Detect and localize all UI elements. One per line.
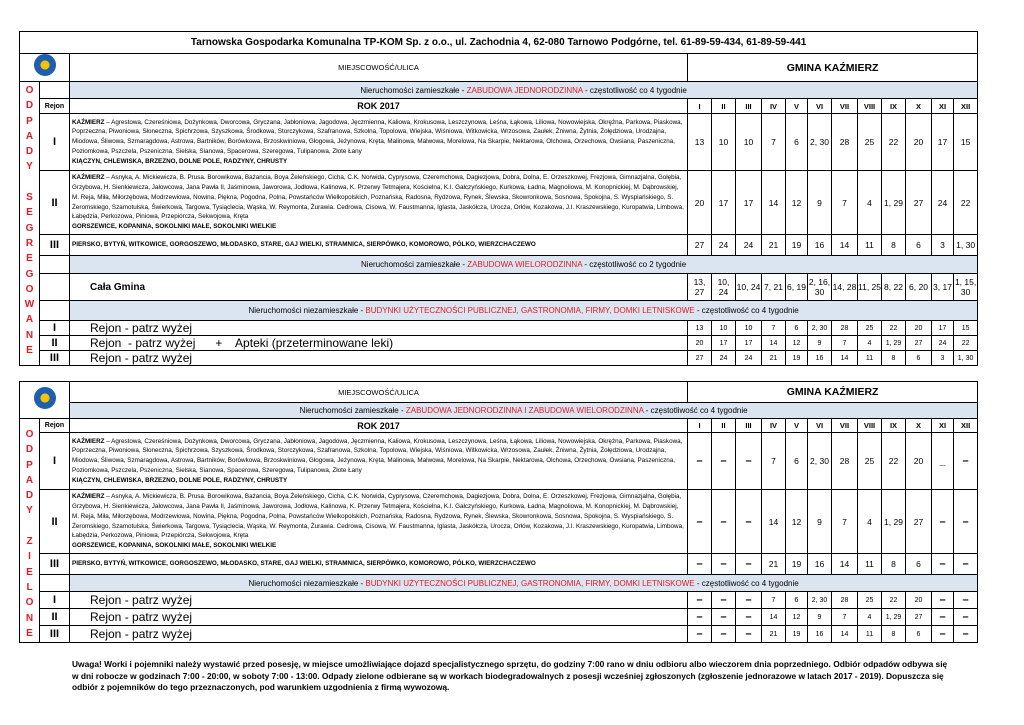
date-cell: 7: [762, 321, 786, 336]
date-cell: 7: [762, 433, 786, 490]
date-cell: 10, 24: [712, 274, 736, 301]
month-header: II: [712, 99, 736, 114]
date-cell: –: [736, 433, 762, 490]
rejon-label: Rejon - patrz wyżej: [70, 626, 688, 643]
rejon-number: I: [40, 592, 70, 609]
date-cell: 25: [858, 114, 882, 171]
date-cell: 9: [808, 490, 832, 554]
date-cell: 24: [736, 351, 762, 366]
date-cell: –: [932, 609, 954, 626]
date-cell: 6, 19: [786, 274, 808, 301]
rejon-number: III: [40, 554, 70, 575]
date-cell: 22: [954, 336, 978, 351]
month-header: II: [712, 419, 736, 433]
date-cell: –: [688, 592, 712, 609]
month-header: IX: [882, 419, 906, 433]
date-cell: 10: [736, 114, 762, 171]
location-header: MIEJSCOWOŚĆ/ULICA: [70, 382, 688, 403]
table-row: [20, 592, 978, 609]
date-cell: 19: [786, 351, 808, 366]
date-cell: 8: [882, 554, 906, 575]
footer-note: Uwaga! Worki i pojemniki należy wystawić przed posesję, w miejsce umożliwiające dojazd specjalistycznego sprzętu, do godziny 7:00 rano w dniu odbioru albo wieczorem dnia poprzedniego. Odbiór odpadów odbywa się w dni robocze w godzinach 7:00 - 20:00, w soboty 7:00 - 13:00. Odpady zielone odbierane są w workach biodegradowalnych z posesji wcześniej zgłoszonych (zgłoszenie jednorazowe w latach 2017 - 2019). Dopuszcza się odbiór z pojemników do tego przeznaczonych, pod warunkiem uzgodnienia z firmą wywozową.: [72, 659, 948, 692]
date-cell: 4: [858, 336, 882, 351]
table-row: [20, 114, 978, 171]
street-list: KAŹMIERZ – Asnyka, A. Mickiewicza, B. Prusa. Borowikowa, Bażancia, Boya Żeleńskiego, Cicha, C.K. Norwida, Cyprysowa, Czeremchowa, Dagiezjowa, Dobra, Dolna, E. Orzeszkowej, Frezjowa, Gimnazjalna, Gołębia, Grzybowa, H. Sienkiewicza, Jałowcowa, Jana Pawła II, Jaśminowa, Jaworowa, Jodłowa, Kalinowa, K. Przerwy Tetmajera, Kościelna, K.I. Gałczyńskiego, Kurkowa, Ładna, Magnoliowa, M. Konopnickiej, M. Dąbrowskiej, M. Reja, Miła, Miłorzębowa, Modrzewiowa, Nowina, Piękna, Pogodna, Polna, Powstańców Wielkopolskich, Poznańska, Radosna, Rydzowa, Rynek, Ślewska, Skowronkowa, Sosnowa, Spokojna, S. Wyspiańskiego, S. Żeromskiego, Szamotulska, Świerkowa, Targowa, Tysiąclecia, Wąska, W. Reymonta, Żurawia. Cedrowa, Cisowa, W. Faustmanna, Iglasta, Jaskółcza, Urocza, Orłów, Kozakowa, J.I. Kraszewskiego, Kuropatwia, Limbowa, Łabędzia, Perkozowa, Piniowa, Przepiórcza, Sekwojowa, Kręta GORSZEWICE, KOPANINA, SOKOLNIKI MAŁE, SOKOLNIKI WIELKIE: [70, 171, 688, 235]
cala-gmina-label: Cała Gmina: [70, 274, 688, 301]
date-cell: 19: [786, 554, 808, 575]
date-cell: 6: [786, 114, 808, 171]
date-cell: 4: [858, 609, 882, 626]
date-cell: 14: [832, 554, 858, 575]
date-cell: 15: [954, 114, 978, 171]
rejon-label: Rejon - patrz wyżej + Apteki (przeterminowane leki): [70, 336, 688, 351]
month-header: III: [736, 419, 762, 433]
side-label-odpady-segregowane: O D P A D Y S E G R E G O W A N E: [20, 82, 40, 366]
municipality-logo-icon: [34, 54, 56, 76]
date-cell: 24: [736, 235, 762, 256]
rejon-number: III: [40, 351, 70, 366]
table-row: [20, 626, 978, 643]
date-cell: 4: [858, 171, 882, 235]
date-cell: –: [688, 490, 712, 554]
month-header: III: [736, 99, 762, 114]
date-cell: 14: [762, 490, 786, 554]
date-cell: 11: [858, 351, 882, 366]
date-cell: 2, 30: [808, 114, 832, 171]
date-cell: 14: [762, 609, 786, 626]
date-cell: 28: [832, 433, 858, 490]
date-cell: –: [712, 626, 736, 643]
month-header: XII: [954, 99, 978, 114]
date-cell: 14: [762, 336, 786, 351]
date-cell: 28: [832, 114, 858, 171]
rejon-number: III: [40, 626, 70, 643]
month-header: VIII: [858, 99, 882, 114]
date-cell: 20: [906, 592, 932, 609]
date-cell: 2, 16, 30: [808, 274, 832, 301]
table-row: [20, 554, 978, 575]
date-cell: 6: [906, 351, 932, 366]
date-cell: –: [932, 554, 954, 575]
month-header: VI: [808, 419, 832, 433]
date-cell: –: [712, 490, 736, 554]
table-row: [20, 336, 978, 351]
date-cell: 11: [858, 626, 882, 643]
date-cell: 16: [808, 351, 832, 366]
date-cell: 15: [954, 321, 978, 336]
table-row: [20, 609, 978, 626]
date-cell: 16: [808, 235, 832, 256]
date-cell: 7: [762, 114, 786, 171]
municipality-logo-icon: [34, 387, 56, 409]
date-cell: 17: [712, 336, 736, 351]
table-row: [20, 171, 978, 235]
date-cell: 8: [882, 626, 906, 643]
date-cell: 7, 21: [762, 274, 786, 301]
band-niezamieszkale: Nieruchomości niezamieszkałe - BUDYNKI UŻYTECZNOŚCI PUBLICZNEJ, GASTRONOMIA, FIRMY, DOMKI LETNISKOWE - częstotliwość co 4 tygodnie: [70, 301, 978, 321]
date-cell: 2, 30: [808, 321, 832, 336]
date-cell: 19: [786, 235, 808, 256]
date-cell: 22: [882, 433, 906, 490]
logo-cell: [20, 382, 70, 419]
rejon-header: Rejon: [40, 419, 70, 433]
month-header: V: [786, 419, 808, 433]
date-cell: 21: [762, 554, 786, 575]
date-cell: 13: [688, 321, 712, 336]
band-zamieszkale: Nieruchomości zamieszkałe - ZABUDOWA JEDNORODZINNA I ZABUDOWA WIELORODZINNA - częstotliwość co 4 tygodnie: [70, 403, 978, 419]
date-cell: 22: [954, 171, 978, 235]
month-header: IV: [762, 99, 786, 114]
month-header: I: [688, 99, 712, 114]
date-cell: 14: [762, 171, 786, 235]
date-cell: 20: [906, 114, 932, 171]
gmina-title: GMINA KAŹMIERZ: [688, 382, 978, 403]
date-cell: 9: [808, 336, 832, 351]
table-row: [20, 321, 978, 336]
date-cell: 27: [906, 490, 932, 554]
date-cell: 8: [882, 351, 906, 366]
rejon-number: I: [40, 321, 70, 336]
date-cell: 17: [932, 114, 954, 171]
month-header: XI: [932, 99, 954, 114]
rejon-header: Rejon: [40, 99, 70, 114]
date-cell: 6: [906, 235, 932, 256]
location-header: MIEJSCOWOŚĆ/ULICA: [70, 54, 688, 82]
month-header: V: [786, 99, 808, 114]
date-cell: 6: [786, 433, 808, 490]
date-cell: –: [712, 433, 736, 490]
date-cell: 17: [736, 336, 762, 351]
date-cell: 28: [832, 321, 858, 336]
date-cell: 14, 28: [832, 274, 858, 301]
date-cell: –: [712, 609, 736, 626]
date-cell: 9: [808, 171, 832, 235]
date-cell: 3: [932, 235, 954, 256]
rejon-label: Rejon - patrz wyżej: [70, 321, 688, 336]
date-cell: 22: [882, 592, 906, 609]
date-cell: 27: [906, 609, 932, 626]
rejon-label: Rejon - patrz wyżej: [70, 351, 688, 366]
month-header: VI: [808, 99, 832, 114]
date-cell: –: [736, 490, 762, 554]
date-cell: –: [954, 626, 978, 643]
date-cell: 24: [932, 336, 954, 351]
date-cell: 9: [808, 609, 832, 626]
date-cell: 20: [688, 171, 712, 235]
date-cell: –: [736, 609, 762, 626]
date-cell: 1, 29: [882, 171, 906, 235]
month-header: X: [906, 419, 932, 433]
date-cell: 10: [712, 114, 736, 171]
date-cell: 22: [882, 114, 906, 171]
date-cell: 21: [762, 235, 786, 256]
date-cell: 27: [906, 171, 932, 235]
date-cell: 2, 30: [808, 592, 832, 609]
date-cell: 10: [736, 321, 762, 336]
date-cell: 12: [786, 609, 808, 626]
date-cell: 24: [712, 235, 736, 256]
rejon-number: III: [40, 235, 70, 256]
date-cell: 6: [786, 321, 808, 336]
date-cell: –: [954, 609, 978, 626]
date-cell: –: [736, 592, 762, 609]
date-cell: 12: [786, 336, 808, 351]
date-cell: 24: [932, 171, 954, 235]
rejon-number: II: [40, 609, 70, 626]
date-cell: –: [954, 490, 978, 554]
date-cell: 17: [712, 171, 736, 235]
month-header: VIII: [858, 419, 882, 433]
date-cell: 14: [832, 626, 858, 643]
date-cell: –: [932, 490, 954, 554]
date-cell: 11: [858, 554, 882, 575]
date-cell: 3: [932, 351, 954, 366]
band-wielorodzinna: Nieruchomości zamieszkałe - ZABUDOWA WIELORODZINNA - częstotliwość co 2 tygodnie: [70, 256, 978, 274]
table-row: [20, 490, 978, 554]
street-list: KAŹMIERZ – Agrestowa, Czereśniowa, Dożynkowa, Dworcowa, Gryczana, Jabłoniowa, Jagodowa, Jęczmienna, Kaliowa, Krokusowa, Leszczynowa, Leśna, Łąkowa, Liliowa, Nowowiejska, Okrężna, Parkowa, Piaskowa, Poprzeczna, Piwoniowa, Słoneczna, Spichrzowa, Szyszkowa, Środkowa, Storczykowa, Szafranowa, Szkolna, Topolowa, Wiejska, Wiśniowa, Witkowicka, Wrzosowa, Zaułek, Żniwna, Żytnia, Żołędziowa, Urodzajna, Miodowa, Śliwowa, Szmaragdowa, Astrowa, Bartników, Borówkowa, Brzoskwiniowa, Głogowa, Jeżynowa, Kręta, Malinowa, Malwowa, Morelowa, Na Skarpie, Nektarowa, Olchowa, Orzechowa, Owsiana, Paszeniczna, Poziomkowa, Pszczela, Pszeniczna, Sielska, Sianowa, Spacerowa, Szeregowa, Tulipanowa, Złote Łany KIĄCZYN, CHLEWISKA, BRZEZNO, DOLNE POLE, RADZYNY, CHRUSTY: [70, 433, 688, 490]
rejon-number: II: [40, 171, 70, 235]
date-cell: –: [932, 592, 954, 609]
date-cell: 20: [906, 321, 932, 336]
date-cell: 12: [786, 490, 808, 554]
date-cell: 1, 30: [954, 351, 978, 366]
date-cell: 6: [906, 626, 932, 643]
street-list: KAŹMIERZ – Agrestowa, Czereśniowa, Dożynkowa, Dworcowa, Gryczana, Jabłoniowa, Jagodowa, Jęczmienna, Kaliowa, Krokusowa, Leszczynowa, Leśna, Łąkowa, Liliowa, Nowowiejska, Okrężna, Parkowa, Piaskowa, Poprzeczna, Piwoniowa, Słoneczna, Spichrzowa, Szyszkowa, Środkowa, Storczykowa, Szafranowa, Szkolna, Topolowa, Wiejska, Wiśniowa, Witkowicka, Wrzosowa, Zaułek, Żniwna, Żytnia, Żołędziowa, Urodzajna, Miodowa, Śliwowa, Szmaragdowa, Astrowa, Bartników, Borówkowa, Brzoskwiniowa, Głogowa, Jeżynowa, Kręta, Malinowa, Malwowa, Morelowa, Na Skarpie, Nektarowa, Olchowa, Orzechowa, Owsiana, Paszeniczna, Poziomkowa, Pszczela, Pszeniczna, Sielska, Sianowa, Spacerowa, Szeregowa, Tulipanowa, Złote Łany KIĄCZYN, CHLEWISKA, BRZEZNO, DOLNE POLE, RADZYNY, CHRUSTY: [70, 114, 688, 171]
date-cell: 7: [832, 609, 858, 626]
date-cell: 20: [906, 433, 932, 490]
date-cell: 7: [762, 592, 786, 609]
schedule-table-mixed-waste: [19, 31, 978, 366]
date-cell: 17: [932, 321, 954, 336]
date-cell: 14: [832, 235, 858, 256]
street-list: PIERSKO, BYTYŃ, WITKOWICE, GORGOSZEWO, MŁODASKO, STARE, GAJ WIELKI, STRAMNICA, SIERPÓWKO, KOMOROWO, PÓLKO, WIERZCHACZEWO: [70, 235, 688, 256]
rejon-number: I: [40, 433, 70, 490]
date-cell: 21: [762, 351, 786, 366]
month-header: IX: [882, 99, 906, 114]
rejon-number: II: [40, 490, 70, 554]
street-list: KAŹMIERZ – Asnyka, A. Mickiewicza, B. Prusa. Borowikowa, Bażancia, Boya Żeleńskiego, Cicha, C.K. Norwida, Cyprysowa, Czeremchowa, Dagiezjowa, Dobra, Dolna, E. Orzeszkowej, Frezjowa, Gimnazjalna, Gołębia, Grzybowa, H. Sienkiewicza, Jałowcowa, Jana Pawła II, Jaśminowa, Jaworowa, Jodłowa, Kalinowa, K. Przerwy Tetmajera, Kościelna, K.I. Gałczyńskiego, Kurkowa, Ładna, Magnoliowa, M. Konopnickiej, M. Dąbrowskiej, M. Reja, Miła, Miłorzębowa, Modrzewiowa, Nowina, Piękna, Pogodna, Polna, Powstańców Wielkopolskich, Poznańska, Radosna, Rydzowa, Rynek, Ślewska, Skowronkowa, Sosnowa, Spokojna, S. Wyspiańskiego, S. Żeromskiego, Szamotulska, Świerkowa, Targowa, Tysiąclecia, Wąska, W. Reymonta, Żurawia. Cedrowa, Cisowa, W. Faustmanna, Iglasta, Jaskółcza, Urocza, Orłów, Kozakowa, J.I. Kraszewskiego, Kuropatwia, Limbowa, Łabędzia, Perkozowa, Piniowa, Przepiórcza, Sekwojowa, Kręta GORSZEWICE, KOPANINA, SOKOLNIKI MAŁE, SOKOLNIKI WIELKIE: [70, 490, 688, 554]
month-header: XII: [954, 419, 978, 433]
date-cell: 3, 17: [932, 274, 954, 301]
date-cell: 28: [832, 592, 858, 609]
month-header: X: [906, 99, 932, 114]
rejon-label: Rejon - patrz wyżej: [70, 592, 688, 609]
date-cell: –: [688, 626, 712, 643]
date-cell: –: [932, 626, 954, 643]
date-cell: 22: [882, 321, 906, 336]
date-cell: 1, 29: [882, 490, 906, 554]
table-row: [20, 235, 978, 256]
date-cell: –: [954, 433, 978, 490]
band-niezamieszkale: Nieruchomości niezamieszkałe - BUDYNKI UŻYTECZNOŚCI PUBLICZNEJ, GASTRONOMIA, FIRMY, DOMKI LETNISKOWE - częstotliwość co 4 tygodnie: [70, 575, 978, 592]
date-cell: 27: [688, 235, 712, 256]
company-header: Tarnowska Gospodarka Komunalna TP-KOM Sp. z o.o., ul. Zachodnia 4, 62-080 Tarnowo Podgórne, tel. 61-89-59-434, 61-89-59-441: [20, 32, 978, 54]
date-cell: –: [736, 626, 762, 643]
year-header: ROK 2017: [70, 419, 688, 433]
date-cell: 6, 20: [906, 274, 932, 301]
month-header: XI: [932, 419, 954, 433]
table-row: [20, 351, 978, 366]
date-cell: –: [712, 554, 736, 575]
date-cell: 27: [688, 351, 712, 366]
gmina-title: GMINA KAŹMIERZ: [688, 54, 978, 82]
date-cell: 27: [906, 336, 932, 351]
date-cell: 11, 25: [858, 274, 882, 301]
date-cell: 25: [858, 592, 882, 609]
rejon-label: Rejon - patrz wyżej: [70, 609, 688, 626]
month-header: IV: [762, 419, 786, 433]
date-cell: 13: [688, 114, 712, 171]
rejon-number: I: [40, 114, 70, 171]
street-list: PIERSKO, BYTYŃ, WITKOWICE, GORGOSZEWO, MŁODASKO, STARE, GAJ WIELKI, STRAMNICA, SIERPÓWKO, KOMOROWO, PÓLKO, WIERZCHACZEWO: [70, 554, 688, 575]
table-row: [20, 274, 978, 301]
date-cell: 13, 27: [688, 274, 712, 301]
date-cell: –: [688, 433, 712, 490]
date-cell: 16: [808, 554, 832, 575]
date-cell: –: [688, 609, 712, 626]
date-cell: 10, 24: [736, 274, 762, 301]
month-header: I: [688, 419, 712, 433]
year-header: ROK 2017: [70, 99, 688, 114]
date-cell: 4: [858, 490, 882, 554]
date-cell: _: [932, 433, 954, 490]
date-cell: 1, 29: [882, 609, 906, 626]
date-cell: 7: [832, 490, 858, 554]
date-cell: 12: [786, 171, 808, 235]
date-cell: 7: [832, 171, 858, 235]
date-cell: 2, 30: [808, 433, 832, 490]
date-cell: 6: [906, 554, 932, 575]
date-cell: 10: [712, 321, 736, 336]
date-cell: 17: [736, 171, 762, 235]
date-cell: 6: [786, 592, 808, 609]
date-cell: 1, 15, 30: [954, 274, 978, 301]
schedule-table-green-waste: [19, 381, 978, 643]
date-cell: –: [688, 554, 712, 575]
rejon-number: II: [40, 336, 70, 351]
date-cell: 16: [808, 626, 832, 643]
date-cell: 7: [832, 336, 858, 351]
date-cell: 20: [688, 336, 712, 351]
date-cell: –: [736, 554, 762, 575]
date-cell: 19: [786, 626, 808, 643]
date-cell: 14: [832, 351, 858, 366]
date-cell: –: [954, 592, 978, 609]
logo-cell: [20, 54, 70, 82]
date-cell: 24: [712, 351, 736, 366]
date-cell: 25: [858, 433, 882, 490]
date-cell: –: [954, 554, 978, 575]
date-cell: 21: [762, 626, 786, 643]
side-label-odpady-zielone: O D P A D Y Z I E L O N E: [20, 419, 40, 643]
date-cell: 8, 22: [882, 274, 906, 301]
date-cell: 11: [858, 235, 882, 256]
date-cell: 25: [858, 321, 882, 336]
date-cell: 1, 29: [882, 336, 906, 351]
month-header: VII: [832, 99, 858, 114]
date-cell: –: [712, 592, 736, 609]
month-header: VII: [832, 419, 858, 433]
date-cell: 1, 30: [954, 235, 978, 256]
date-cell: 8: [882, 235, 906, 256]
band-jednorodzinna: Nieruchomości zamieszkałe - ZABUDOWA JEDNORODZINNA - częstotliwość co 4 tygodnie: [70, 82, 978, 99]
table-row: [20, 433, 978, 490]
